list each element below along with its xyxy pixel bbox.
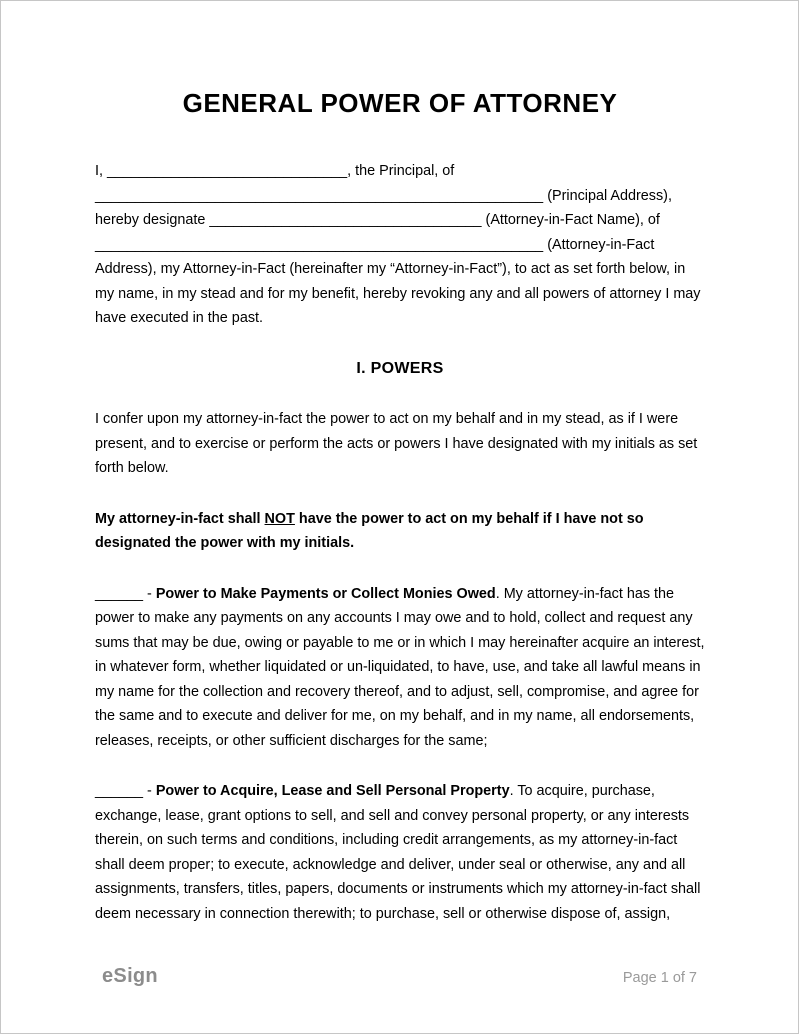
page-number-label: Page 1 of 7 xyxy=(622,969,697,986)
power-item-personal-property xyxy=(95,779,705,926)
after-principal-name-text: , the Principal, of xyxy=(347,163,455,179)
notice-before-text: My attorney-in-fact shall xyxy=(95,510,265,527)
after-attorney-name-text: (Attorney-in-Fact Name), of xyxy=(481,212,660,228)
initials-notice-paragraph xyxy=(95,507,705,556)
power-body-text: . My attorney-in-fact has the power to make any payments on any accounts I may owe and to hold, collect and request any sums that may be due, owing or payable to me or in which I may hereinafter acquire an interest, in whatever form, whether liquidated or un-liquidated, to have, use, and take all lawful means in my name for the collection and recovery thereof, and to adjust, sell, compromise, and agree for the same and to execute and deliver for me, on my behalf, and in my name, all endorsements, releases, receipts, or other sufficient discharges for the same; xyxy=(95,585,705,749)
intro-closing-text: (Attorney-in-Fact Address), my Attorney-in-Fact (hereinafter my “Attorney-in-Fact”), to act as set forth below, in my name, in my stead and for my benefit, hereby revoking any and all powers of attorney I may have executed in the past. xyxy=(95,236,701,326)
notice-after-text: have the power to act on my behalf if I have not so designated the power with my initials. xyxy=(95,510,644,551)
attorney-in-fact-address-blank: ________________________________________________________ xyxy=(95,236,544,253)
attorney-in-fact-name-blank: __________________________________ xyxy=(209,212,482,228)
initials-separator: - xyxy=(143,783,156,799)
esign-logo: eSign xyxy=(102,964,158,987)
power-title: Power to Acquire, Lease and Sell Personal Property xyxy=(155,783,510,799)
initials-blank: ______ xyxy=(95,585,144,602)
intro-paragraph xyxy=(95,159,705,331)
initials-separator: - xyxy=(143,585,156,602)
document-title: GENERAL POWER OF ATTORNEY xyxy=(182,88,618,118)
after-principal-address-text: (Principal Address), hereby designate xyxy=(95,187,672,228)
principal-address-blank: ________________________________________________________ xyxy=(95,187,544,204)
page-footer xyxy=(102,964,697,991)
intro-lead-text: I, xyxy=(95,163,107,179)
initials-blank: ______ xyxy=(95,783,144,799)
power-title: Power to Make Payments or Collect Monies Owed xyxy=(155,585,496,602)
power-item-payments xyxy=(95,582,705,754)
powers-intro-paragraph: I confer upon my attorney-in-fact the power to act on my behalf and in my stead, as if I were present, and to exercise or perform the acts or powers I have designated with my initials as set forth below. xyxy=(95,411,698,476)
power-body-text: . To acquire, purchase, exchange, lease, grant options to sell, and sell and convey personal property, or any interests therein, on such terms and conditions, including credit arrangements, as my attorney-in-fact shall deem proper; to execute, acknowledge and deliver, under seal or otherwise, any and all assignments, transfers, titles, papers, documents or instruments which my attorney-in-fact shall deem necessary in connection therewith; to purchase, sell or otherwise dispose of, assign, xyxy=(95,783,701,922)
not-emphasis: NOT xyxy=(264,510,295,527)
powers-section-heading: I. POWERS xyxy=(356,359,444,377)
principal-name-blank: ______________________________ xyxy=(107,163,348,179)
